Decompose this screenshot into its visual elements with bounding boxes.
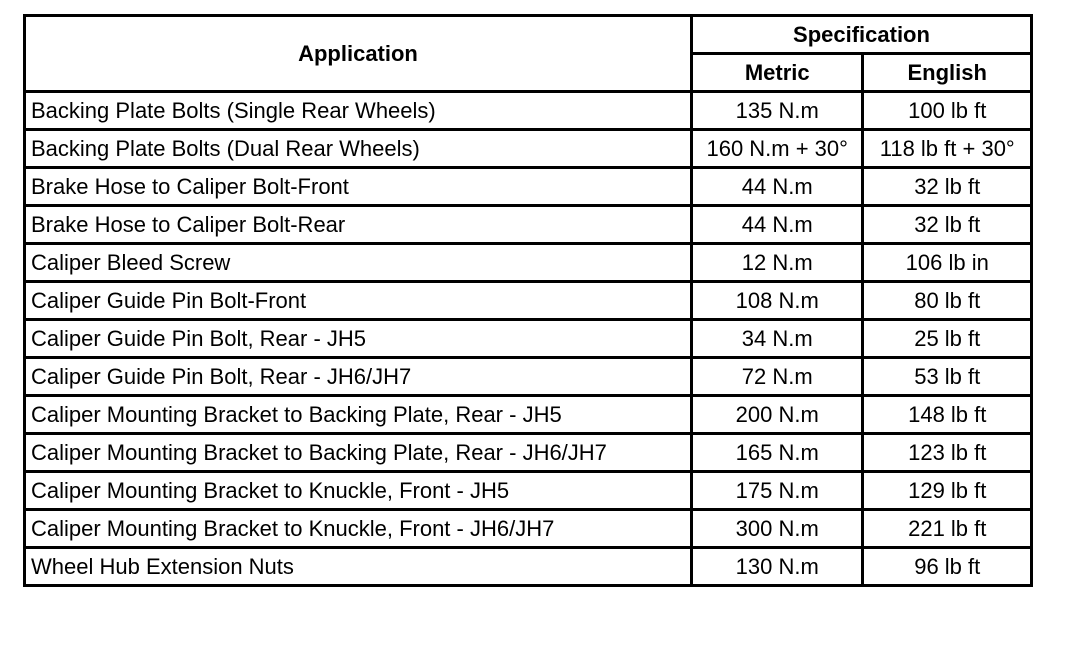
table-row [25, 358, 1032, 396]
application-cell: Brake Hose to Caliper Bolt-Front [25, 168, 692, 206]
torque-spec-table [23, 14, 1033, 587]
english-cell: 96 lb ft [863, 548, 1032, 586]
application-cell: Caliper Mounting Bracket to Knuckle, Front - JH5 [25, 472, 692, 510]
table-header [25, 16, 1032, 92]
english-cell: 148 lb ft [863, 396, 1032, 434]
english-cell: 53 lb ft [863, 358, 1032, 396]
application-cell: Wheel Hub Extension Nuts [25, 548, 692, 586]
table-row [25, 320, 1032, 358]
english-cell: 100 lb ft [863, 92, 1032, 130]
metric-cell: 200 N.m [691, 396, 863, 434]
english-cell: 32 lb ft [863, 168, 1032, 206]
table-row [25, 130, 1032, 168]
english-cell: 106 lb in [863, 244, 1032, 282]
english-cell: 129 lb ft [863, 472, 1032, 510]
metric-cell: 44 N.m [691, 168, 863, 206]
application-cell: Backing Plate Bolts (Single Rear Wheels) [25, 92, 692, 130]
application-cell: Caliper Mounting Bracket to Backing Plate, Rear - JH5 [25, 396, 692, 434]
metric-header: Metric [691, 54, 863, 92]
english-cell: 221 lb ft [863, 510, 1032, 548]
english-cell: 25 lb ft [863, 320, 1032, 358]
application-cell: Backing Plate Bolts (Dual Rear Wheels) [25, 130, 692, 168]
table-row [25, 510, 1032, 548]
application-header: Application [25, 16, 692, 92]
metric-cell: 130 N.m [691, 548, 863, 586]
metric-cell: 175 N.m [691, 472, 863, 510]
english-cell: 118 lb ft + 30° [863, 130, 1032, 168]
english-cell: 80 lb ft [863, 282, 1032, 320]
table-row [25, 92, 1032, 130]
table-row [25, 396, 1032, 434]
metric-cell: 108 N.m [691, 282, 863, 320]
english-cell: 32 lb ft [863, 206, 1032, 244]
english-cell: 123 lb ft [863, 434, 1032, 472]
metric-cell: 44 N.m [691, 206, 863, 244]
specification-header: Specification [691, 16, 1031, 54]
english-header: English [863, 54, 1032, 92]
table-row [25, 472, 1032, 510]
application-cell: Caliper Bleed Screw [25, 244, 692, 282]
metric-cell: 72 N.m [691, 358, 863, 396]
application-cell: Brake Hose to Caliper Bolt-Rear [25, 206, 692, 244]
table-row [25, 206, 1032, 244]
metric-cell: 12 N.m [691, 244, 863, 282]
application-cell: Caliper Guide Pin Bolt, Rear - JH5 [25, 320, 692, 358]
table-row [25, 168, 1032, 206]
table-row [25, 548, 1032, 586]
metric-cell: 135 N.m [691, 92, 863, 130]
header-row-top [25, 16, 1032, 54]
table-row [25, 434, 1032, 472]
application-cell: Caliper Mounting Bracket to Backing Plate, Rear - JH6/JH7 [25, 434, 692, 472]
metric-cell: 160 N.m + 30° [691, 130, 863, 168]
metric-cell: 34 N.m [691, 320, 863, 358]
table-body [25, 92, 1032, 586]
table-row [25, 282, 1032, 320]
application-cell: Caliper Guide Pin Bolt-Front [25, 282, 692, 320]
table-row [25, 244, 1032, 282]
application-cell: Caliper Guide Pin Bolt, Rear - JH6/JH7 [25, 358, 692, 396]
application-cell: Caliper Mounting Bracket to Knuckle, Front - JH6/JH7 [25, 510, 692, 548]
metric-cell: 165 N.m [691, 434, 863, 472]
metric-cell: 300 N.m [691, 510, 863, 548]
